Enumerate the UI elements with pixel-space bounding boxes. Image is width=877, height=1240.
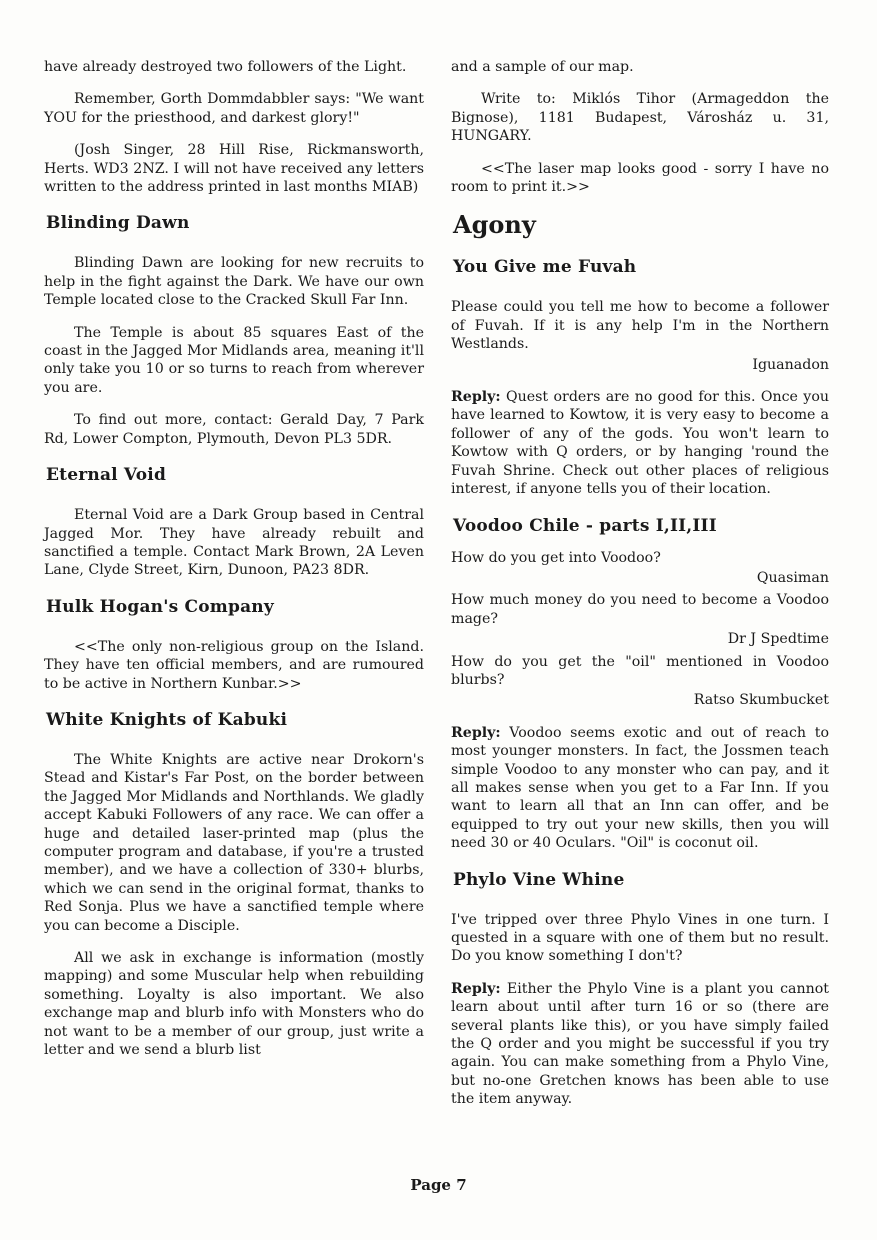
reply	[451, 388, 829, 498]
right-column	[451, 58, 829, 1123]
paragraph: The White Knights are active near Drokorn's Stead and Kistar's Far Post, on the border between the Jagged Mor Midlands and Northlands. We gladly accept Kabuki Followers of any race. We can offer a huge and detailed laser-printed map (plus the computer program and database, if you're a trusted member), and we have a collection of 330+ blurbs, which we can send in the original format, thanks to Red Sonja. Plus we have a sanctified temple where you can become a Disciple.	[44, 751, 424, 934]
question: I've tripped over three Phylo Vines in one turn. I quested in a square with one of them but no result. Do you know something I don't?	[451, 911, 829, 965]
reply-text: Voodoo seems exotic and out of reach to most younger monsters. In fact, the Jossmen teach simple Voodoo to any monster who can pay, and it all makes sense when you get to a Far Inn. If you want to learn all that an Inn can offer, and be equipped to try out your new skills, then you will need 30 or 40 Oculars. "Oil" is coconut oil.	[451, 724, 829, 852]
paragraph: Blinding Dawn are looking for new recruits to help in the fight against the Dark. We have our own Temple located close to the Cracked Skull Far Inn.	[44, 255, 424, 309]
heading-hulk-hogans-company: Hulk Hogan's Company	[46, 596, 274, 617]
page-number: Page 7	[410, 1176, 467, 1194]
left-column	[44, 58, 424, 1073]
heading-you-give-me-fuvah: You Give me Fuvah	[453, 257, 637, 278]
signature: Ratso Skumbucket	[693, 692, 829, 709]
paragraph: All we ask in exchange is information (mostly mapping) and some Muscular help when rebuilding something. Loyalty is also important. We also exchange map and blurb info with Monsters who do not want to be a member of our group, just write a letter and we send a blurb list	[44, 950, 424, 1059]
question: How do you get into Voodoo?	[451, 549, 661, 566]
question: How do you get the "oil" mentioned in Voodoo blurbs?	[451, 653, 829, 688]
heading-voodoo-chile: Voodoo Chile - parts I,II,III	[453, 515, 717, 536]
heading-phylo-vine-whine: Phylo Vine Whine	[453, 869, 625, 890]
paragraph: Eternal Void are a Dark Group based in Central Jagged Mor. They have already rebuilt and sanctified a temple. Contact Mark Brown, 2A Leven Lane, Clyde Street, Kirn, Dunoon, PA23 8DR.	[44, 507, 424, 579]
paragraph: have already destroyed two followers of the Light.	[44, 59, 407, 75]
reply-text: Quest orders are no good for this. Once you have learned to Kowtow, it is very easy to become a follower of any of the gods. You won't learn to Kowtow with Q orders, or by hanging 'round the Fuvah Shrine. Check out other places of religious interest, if anyone tells you of their location.	[451, 389, 830, 498]
paragraph: To find out more, contact: Gerald Day, 7 Park Rd, Lower Compton, Plymouth, Devon PL3 5DR.	[44, 412, 424, 447]
heading-blinding-dawn: Blinding Dawn	[46, 213, 190, 234]
paragraph: Write to: Miklós Tihor (Armageddon the Bignose), 1181 Budapest, Városház u. 31, HUNGARY.	[451, 91, 829, 145]
paragraph: (Josh Singer, 28 Hill Rise, Rickmansworth, Herts. WD3 2NZ. I will not have received any letters written to the address printed in last months MIAB)	[44, 142, 424, 196]
reply-label: Reply:	[451, 724, 501, 741]
heading-eternal-void: Eternal Void	[46, 465, 167, 486]
paragraph: Remember, Gorth Dommdabbler says: "We want YOU for the priesthood, and darkest glory!"	[44, 91, 424, 126]
reply	[451, 980, 829, 1109]
signature: Dr J Spedtime	[727, 631, 829, 648]
paragraph: <<The laser map looks good - sorry I have no room to print it.>>	[451, 160, 829, 196]
signature: Quasiman	[756, 569, 829, 586]
signature: Iguanadon	[752, 356, 829, 373]
paragraph: The Temple is about 85 squares East of the coast in the Jagged Mor Midlands area, meaning it'll only take you 10 or so turns to reach from wherever you are.	[44, 324, 424, 396]
reply-text: Either the Phylo Vine is a plant you cannot learn about until after turn 16 or so (there are several plants like this), or you have simply failed the Q order and you might be successful if you try again. You can make something from a Phylo Vine, but no-one Gretchen knows has been able to use the item anyway.	[451, 980, 829, 1108]
reply-label: Reply:	[451, 980, 501, 997]
question: Please could you tell me how to become a follower of Fuvah. If it is any help I'm in the Northern Westlands.	[451, 299, 829, 353]
heading-white-knights: White Knights of Kabuki	[46, 709, 288, 730]
question: How much money do you need to become a Voodoo mage?	[451, 592, 829, 627]
heading-agony: Agony	[453, 210, 536, 240]
reply-label: Reply:	[451, 389, 501, 406]
paragraph: and a sample of our map.	[451, 59, 634, 75]
paragraph: <<The only non-religious group on the Island. They have ten official members, and are rumoured to be active in Northern Kunbar.>>	[44, 638, 424, 692]
reply	[451, 724, 829, 853]
